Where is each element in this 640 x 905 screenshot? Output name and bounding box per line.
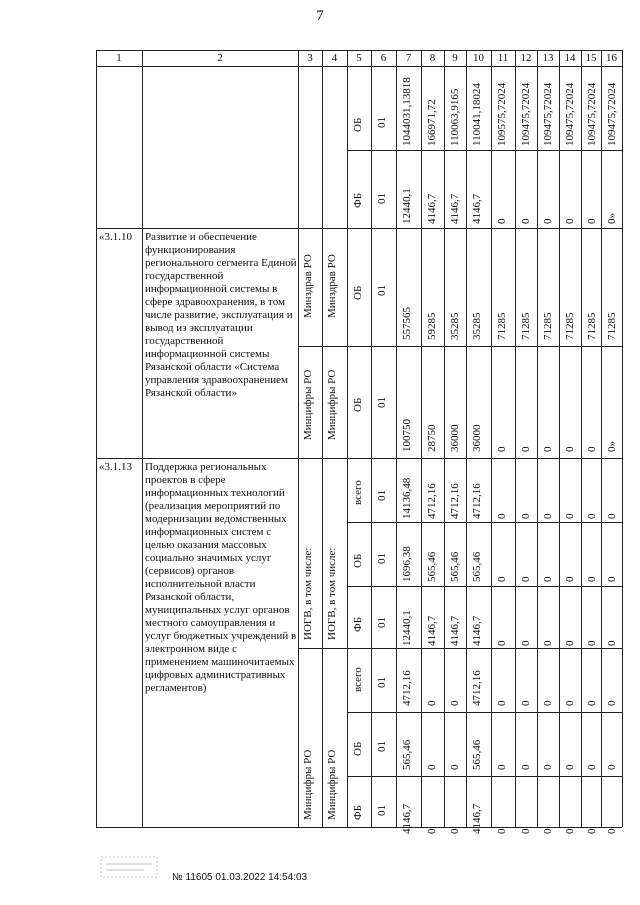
value-fb: 0 xyxy=(586,640,598,646)
ob-value: 0 xyxy=(542,446,554,452)
value-vsego: 0 xyxy=(496,700,508,706)
budget-code: 01 xyxy=(376,741,388,752)
value-vsego: 0 xyxy=(606,513,618,519)
fb-value: 4146,7 xyxy=(471,193,483,224)
source-label-vsego: всего xyxy=(352,480,364,505)
column-border xyxy=(601,50,602,827)
ob-value: 71285 xyxy=(564,312,576,340)
executor-label: Минздрав РО xyxy=(302,254,314,318)
column-header-9: 9 xyxy=(452,52,458,64)
budget-code: 01 xyxy=(376,397,388,408)
ob-value: 100750 xyxy=(401,419,413,452)
column-border xyxy=(622,50,623,827)
value-fb: 0 xyxy=(449,828,461,834)
value-vsego: 4712,16 xyxy=(426,483,438,519)
value-vsego: 14136,48 xyxy=(401,477,413,519)
document-registration-number: № 11605 01.03.2022 14:54:03 xyxy=(172,872,308,883)
column-border xyxy=(371,50,372,827)
column-header-5: 5 xyxy=(356,52,362,64)
fb-value: 0 xyxy=(496,218,508,224)
ob-value: 71285 xyxy=(520,312,532,340)
source-label-ob: ОБ xyxy=(352,117,364,132)
column-border xyxy=(322,50,323,827)
source-label-fb: ФБ xyxy=(352,804,364,820)
ob-value: 110041,18024 xyxy=(471,83,483,146)
value-fb: 0 xyxy=(586,828,598,834)
ob-value: 0 xyxy=(586,446,598,452)
value-vsego: 4712,16 xyxy=(471,670,483,706)
value-vsego: 4712,16 xyxy=(449,483,461,519)
value-ob: 565,46 xyxy=(426,551,438,582)
column-header-11: 11 xyxy=(497,52,509,64)
value-fb: 12440,1 xyxy=(401,610,413,646)
budget-code: 01 xyxy=(376,193,388,204)
column-header-1: 1 xyxy=(116,52,122,64)
value-fb: 0 xyxy=(496,828,508,834)
ob-value: 0 xyxy=(520,446,532,452)
budget-code: 01 xyxy=(376,805,388,816)
value-vsego: 0 xyxy=(606,700,618,706)
value-fb: 0 xyxy=(520,828,532,834)
value-fb: 4146,7 xyxy=(471,803,483,834)
value-fb: 4146,7 xyxy=(471,615,483,646)
budget-code: 01 xyxy=(376,117,388,128)
fb-value: 4146,7 xyxy=(449,193,461,224)
column-header-13: 13 xyxy=(542,52,554,64)
value-ob: 0 xyxy=(449,764,461,770)
subrow-border xyxy=(347,522,622,523)
column-border xyxy=(581,50,582,827)
column-header-12: 12 xyxy=(520,52,532,64)
column-border xyxy=(466,50,467,827)
value-ob: 0 xyxy=(606,576,618,582)
column-border xyxy=(444,50,445,827)
source-label-fb: ФБ xyxy=(352,192,364,208)
value-ob: 565,46 xyxy=(471,739,483,770)
column-header-3: 3 xyxy=(307,52,313,64)
value-ob: 0 xyxy=(586,764,598,770)
value-ob: 565,46 xyxy=(471,551,483,582)
fb-value: 0 xyxy=(520,218,532,224)
ob-value: 59285 xyxy=(426,312,438,340)
value-fb: 0 xyxy=(542,828,554,834)
value-ob: 1696,38 xyxy=(401,546,413,582)
value-ob: 0 xyxy=(542,764,554,770)
item-description: Поддержка региональных проектов в сфере информационных технологий (реализация мероприятий по модернизации ведомственных информационных систем с целью оказания массовых социально значимых услуг (сервисов) органов исполнительной власти Рязанской области, муниципальных услуг органов местного самоуправления и услуг бюджетных учреждений в электронном виде с применением машиночитаемых цифровых административных регламентов) xyxy=(145,461,297,694)
ob-value: 109475,72024 xyxy=(586,82,598,146)
value-vsego: 0 xyxy=(586,513,598,519)
value-fb: 4146,7 xyxy=(426,615,438,646)
source-label-fb: ФБ xyxy=(352,616,364,632)
value-fb: 0 xyxy=(606,640,618,646)
value-ob: 565,46 xyxy=(449,551,461,582)
executor-label: Минцифры РО xyxy=(302,749,314,820)
value-vsego: 0 xyxy=(449,700,461,706)
ob-value: 71285 xyxy=(496,312,508,340)
column-border xyxy=(347,50,348,827)
column-border xyxy=(515,50,516,827)
column-border xyxy=(559,50,560,827)
source-label-ob: ОБ xyxy=(352,741,364,756)
fb-value: 0» xyxy=(606,213,618,224)
ob-value: 110063,9165 xyxy=(449,88,461,146)
ob-value: 35285 xyxy=(471,312,483,340)
budget-code: 01 xyxy=(376,285,388,296)
ob-value: 109475,72024 xyxy=(520,82,532,146)
ob-value: 0» xyxy=(606,441,618,452)
ob-value: 109475,72024 xyxy=(606,82,618,146)
value-vsego: 0 xyxy=(520,513,532,519)
value-vsego: 4712,16 xyxy=(401,670,413,706)
value-ob: 0 xyxy=(496,576,508,582)
item-description: Развитие и обеспечение функционирования регионального сегмента Единой государственной информационной системы в сфере здравоохранения, в том числе развитие, эксплуатация и вывод из эксплуатации государственной информационной системы Рязанской области «Система управления здравоохранением Рязанской области» xyxy=(145,231,297,399)
ob-value: 36000 xyxy=(449,424,461,452)
value-fb: 0 xyxy=(496,640,508,646)
value-ob: 0 xyxy=(606,764,618,770)
value-fb: 0 xyxy=(520,640,532,646)
ob-value: 109475,72024 xyxy=(564,82,576,146)
ob-value: 1044031,13818 xyxy=(401,77,413,146)
value-fb: 0 xyxy=(564,828,576,834)
column-header-15: 15 xyxy=(585,52,597,64)
value-vsego: 0 xyxy=(542,513,554,519)
fb-value: 0 xyxy=(564,218,576,224)
item-number: «3.1.13 xyxy=(99,461,132,473)
value-vsego: 0 xyxy=(496,513,508,519)
executor-label: Минцифры РО xyxy=(326,369,338,440)
column-border xyxy=(421,50,422,827)
executor-label: Минздрав РО xyxy=(326,254,338,318)
electronic-signature-stamp xyxy=(100,856,158,878)
column-border xyxy=(491,50,492,827)
value-fb: 4146,7 xyxy=(401,803,413,834)
fb-value: 4146,7 xyxy=(426,193,438,224)
value-ob: 0 xyxy=(496,764,508,770)
ob-value: 557565 xyxy=(401,307,413,340)
value-ob: 0 xyxy=(426,764,438,770)
budget-code: 01 xyxy=(376,553,388,564)
value-fb: 0 xyxy=(606,828,618,834)
ob-value: 109475,72024 xyxy=(542,82,554,146)
column-border xyxy=(396,50,397,827)
value-ob: 0 xyxy=(542,576,554,582)
value-vsego: 0 xyxy=(564,513,576,519)
ob-value: 0 xyxy=(496,446,508,452)
value-vsego: 0 xyxy=(542,700,554,706)
executor-label: Минцифры РО xyxy=(326,749,338,820)
source-label-vsego: всего xyxy=(352,667,364,692)
value-vsego: 0 xyxy=(586,700,598,706)
value-fb: 0 xyxy=(542,640,554,646)
value-vsego: 0 xyxy=(564,700,576,706)
page-number: 7 xyxy=(316,8,324,24)
source-label-ob: ОБ xyxy=(352,397,364,412)
value-ob: 565,46 xyxy=(401,739,413,770)
column-border xyxy=(298,50,299,827)
column-header-7: 7 xyxy=(405,52,412,64)
fb-value: 12440,1 xyxy=(401,188,413,224)
value-ob: 0 xyxy=(564,576,576,582)
subrow-border xyxy=(347,776,622,777)
source-label-ob: ОБ xyxy=(352,553,364,568)
column-border xyxy=(96,50,97,827)
executor-label: ИОГВ, в том числе: xyxy=(326,547,338,640)
value-fb: 4146,7 xyxy=(449,615,461,646)
value-ob: 0 xyxy=(520,764,532,770)
value-fb: 0 xyxy=(426,828,438,834)
budget-code: 01 xyxy=(376,490,388,501)
value-ob: 0 xyxy=(564,764,576,770)
value-ob: 0 xyxy=(586,576,598,582)
ob-value: 109575,72024 xyxy=(496,82,508,146)
column-header-8: 8 xyxy=(429,52,436,64)
ob-value: 28750 xyxy=(426,424,438,452)
fb-value: 0 xyxy=(542,218,554,224)
ob-value: 0 xyxy=(564,446,576,452)
column-header-4: 4 xyxy=(331,52,338,64)
ob-value: 166971,72 xyxy=(426,99,438,146)
column-border xyxy=(142,50,143,827)
subrow-border xyxy=(347,586,622,587)
executor-label: ИОГВ, в том числе: xyxy=(302,547,314,640)
value-vsego: 0 xyxy=(426,700,438,706)
column-header-10: 10 xyxy=(473,52,484,64)
fb-value: 0 xyxy=(586,218,598,224)
ob-value: 36000 xyxy=(471,424,483,452)
column-header-16: 16 xyxy=(606,52,617,64)
ob-value: 71285 xyxy=(606,312,618,340)
executor-label: Минцифры РО xyxy=(302,369,314,440)
row-border xyxy=(96,458,622,459)
row-border xyxy=(96,228,622,229)
row-border xyxy=(96,66,622,67)
ob-value: 71285 xyxy=(542,312,554,340)
value-fb: 0 xyxy=(564,640,576,646)
column-border xyxy=(537,50,538,827)
source-label-ob: ОБ xyxy=(352,285,364,300)
item-number: «3.1.10 xyxy=(99,231,132,243)
subrow-border xyxy=(347,712,622,713)
column-header-2: 2 xyxy=(217,52,223,64)
budget-code: 01 xyxy=(376,677,388,688)
budget-code: 01 xyxy=(376,617,388,628)
ob-value: 71285 xyxy=(586,312,598,340)
row-border xyxy=(96,50,622,51)
value-vsego: 0 xyxy=(520,700,532,706)
value-ob: 0 xyxy=(520,576,532,582)
column-header-14: 14 xyxy=(564,52,576,64)
column-header-6: 6 xyxy=(380,52,387,64)
value-vsego: 4712,16 xyxy=(471,483,483,519)
ob-value: 35285 xyxy=(449,312,461,340)
